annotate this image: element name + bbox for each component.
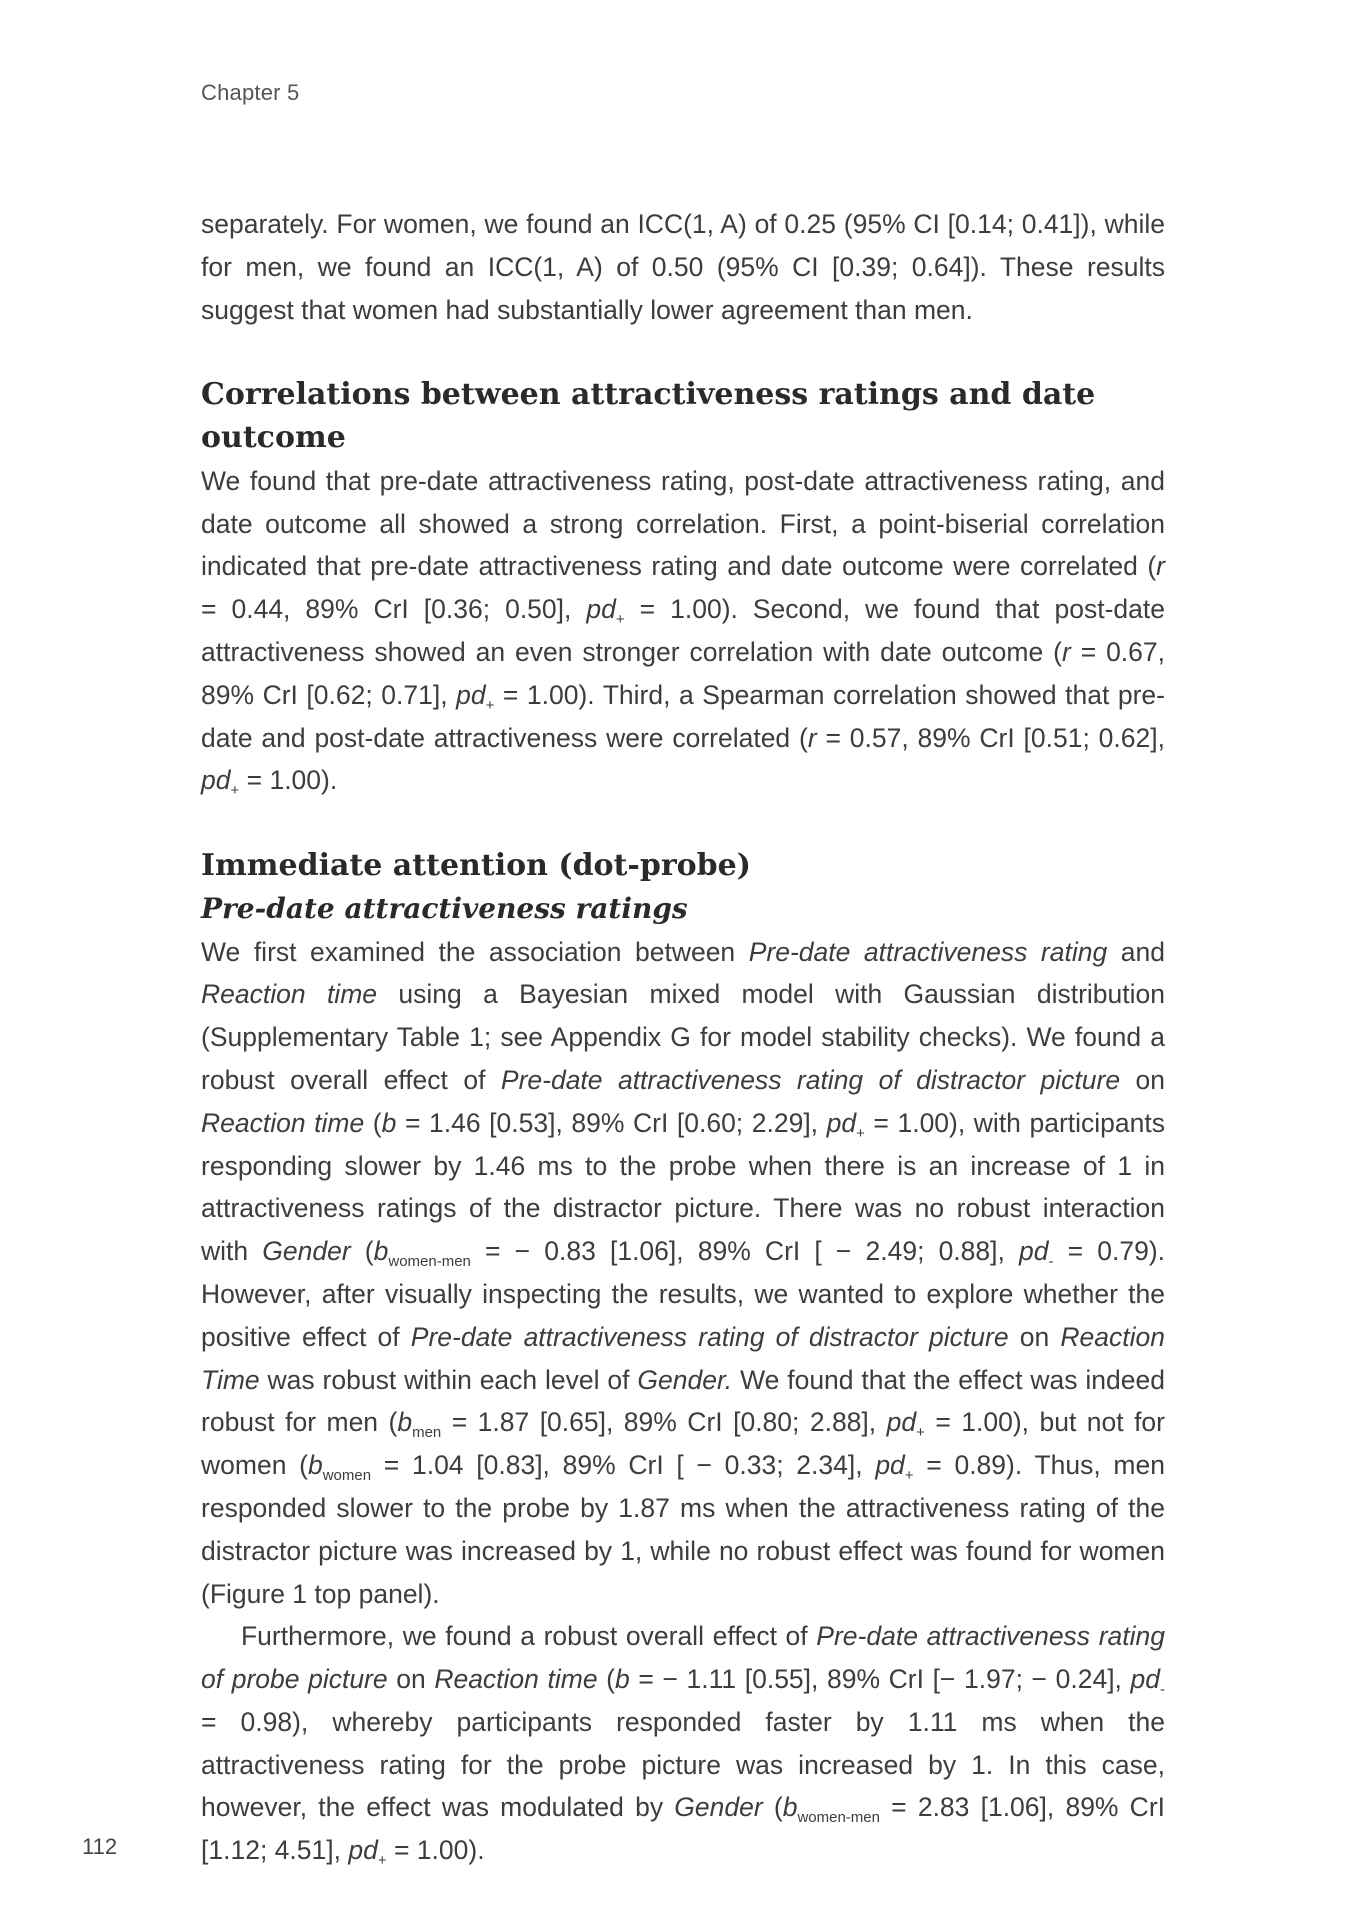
section-heading-correlations: Correlations between attractiveness ratings and date outcome (201, 377, 1096, 455)
paragraph-icc: separately. For women, we found an ICC(1, A) of 0.25 (95% CI [0.14; 0.41]), while for men, we found an ICC(1, A) of 0.50 (95% CI [0.39; 0.64]). These results suggest that women had substantially lower agreement than men. (201, 209, 1165, 325)
paragraph-correlations: We found that pre-date attractiveness rating, post-date attractiveness rating, and date outcome all showed a strong correlation. First, a point-biserial correlation indicated that pre-date attractiveness rating and date outcome were correlated (r = 0.44, 89% CrI [0.36; 0.50], $pd_+ = 1.00$). Second, we found that post-date attractiveness showed an even stronger correlation with date outcome (r = 0.67, 89% CrI [0.62; 0.71], $pd_+ = 1.00$). Third, a Spearman correlation showed that pre-date and post-date attractiveness were correlated (r = 0.57, 89% CrI [0.51; 0.62], $pd_+ = 1.00$). (201, 465, 1166, 800)
section-gap (201, 331, 1165, 374)
page-number: 112 (82, 1834, 118, 1859)
running-head: Chapter 5 (201, 80, 300, 105)
paragraph-pre-date-probe: Furthermore, we found a robust overall effect of Pre-date attractiveness rating of probe picture on Reaction time (b = − 1.11 [0.55], 89% CrI [− 1.97; − 0.24], $pd_- = 0.98$), whereby participants responded faster by 1.11 ms when the attractiveness rating for the probe picture was increased by 1. In this case, however, the effect was modulated by Gender ($b_{women-men} = 2.83$ [1.06], 89% CrI [1.12; 4.51], $pd_+ = 1.00$). (201, 1621, 1166, 1870)
page-body (201, 203, 1165, 1872)
subsection-heading-pre-date: Pre-date attractiveness ratings (201, 891, 688, 925)
section-heading-dot-probe: Immediate attention (dot-probe) (201, 847, 751, 883)
paragraph-pre-date-distractor: We first examined the association between Pre-date attractiveness rating and Reaction time using a Bayesian mixed model with Gaussian distribution (Supplementary Table 1; see Appendix G for model stability checks). We found a robust overall effect of Pre-date attractiveness rating of distractor picture on Reaction time (b = 1.46 [0.53], 89% CrI [0.60; 2.29], $pd_+ = 1.00$), with participants responding slower by 1.46 ms to the probe when there is an increase of 1 in attractiveness ratings of the distractor picture. There was no robust interaction with Gender ($b_{women-men}$ = − 0.83 [1.06], 89% CrI [ − 2.49; 0.88], $pd_- = 0.79$). However, after visually inspecting the results, we wanted to explore whether the positive effect of Pre-date attractiveness rating of distractor picture on Reaction Time was robust within each level of Gender. We found that the effect was indeed robust for men ($b_{men} = 1.87$ [0.65], 89% CrI [0.80; 2.88], $pd_+ = 1.00$), but not for women ($b_{women} = 1.04$ [0.83], 89% CrI [ − 0.33; 2.34], $pd_+ = 0.89$). Thus, men responded slower to the probe by 1.87 ms when the attractiveness rating of the distractor picture was increased by 1, while no robust effect was found for women (Figure 1 top panel). (201, 936, 1166, 1609)
section-gap (201, 802, 1165, 845)
